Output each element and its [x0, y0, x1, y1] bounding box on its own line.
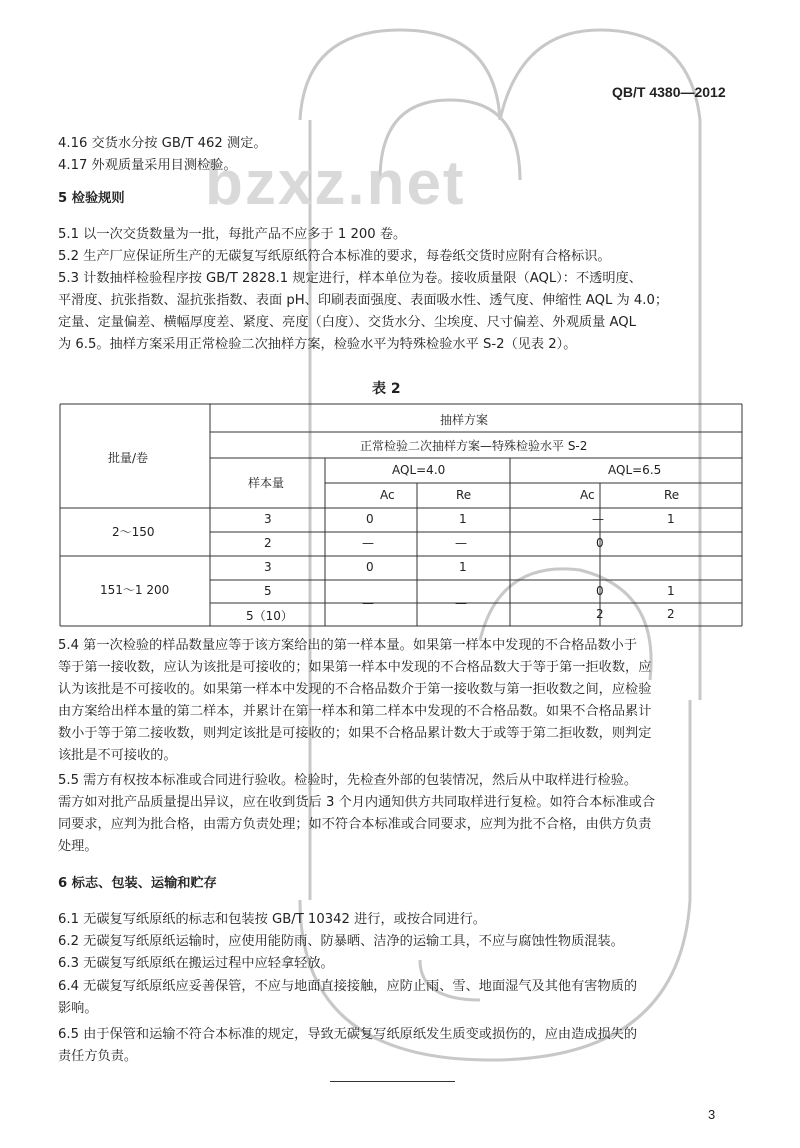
clause-6-5-line2: 责任方负责。 [58, 1049, 138, 1064]
clause-6-1: 6.1 无碳复写纸原纸的标志和包装按 GB/T 10342 进行，或按合同进行。 [58, 912, 486, 927]
table-cell: 2 [667, 607, 675, 621]
table-cell: 0 [366, 512, 374, 526]
clause-5-5-line4: 处理。 [58, 839, 98, 854]
clause-5-5-line2: 需方如对批产品质量提出异议，应在收到货后 3 个月内通知供方共同取样进行复检。如符合本标准或合 [58, 795, 656, 810]
clause-6-2: 6.2 无碳复写纸原纸运输时，应使用能防雨、防暴晒、洁净的运输工具，不应与腐蚀性物质混装。 [58, 934, 624, 949]
table-cell: — [362, 536, 374, 550]
clause-5-4-line2: 等于第一接收数，应认为该批是可接收的；如果第一样本中发现的不合格品数大于等于第一拒收数，应 [58, 660, 652, 675]
table-header-re-1: Re [456, 488, 472, 502]
table-header-re-2: Re [664, 488, 680, 502]
table-cell: — [592, 512, 604, 526]
table-cell: 1 [459, 512, 467, 526]
table-cell: 5 [264, 584, 272, 598]
clause-4-16: 4.16 交货水分按 GB/T 462 测定。 [58, 136, 267, 151]
table-cell: 3 [264, 512, 272, 526]
table-cell: 3 [264, 560, 272, 574]
clause-5-4-line4: 由方案给出样本量的第二样本，并累计在第一样本和第二样本中发现的不合格品数。如果不合格品累计 [58, 704, 652, 719]
table-header-ac-2: Ac [580, 488, 595, 502]
table-cell: 5（10） [246, 609, 293, 623]
clause-5-1: 5.1 以一次交货数量为一批，每批产品不应多于 1 200 卷。 [58, 227, 407, 242]
table-title: 表 2 [372, 381, 401, 397]
clause-5-4-line5: 数小于等于第二接收数，则判定该批是可接收的；如果不合格品累计数大于或等于第二拒收数，则判定 [58, 726, 652, 741]
footer-rule [330, 1081, 455, 1082]
table-header-scheme-sub: 正常检验二次抽样方案—特殊检验水平 S-2 [360, 439, 588, 453]
table-header-ac-1: Ac [380, 488, 395, 502]
clause-5-4-line6: 该批是不可接收的。 [58, 748, 177, 763]
table-cell: 0 [596, 536, 604, 550]
table-cell: — [455, 596, 467, 610]
table-header-aql-6-5: AQL=6.5 [608, 463, 662, 477]
clause-6-3: 6.3 无碳复写纸原纸在搬运过程中应轻拿轻放。 [58, 956, 334, 971]
table-batch-1: 2～150 [112, 525, 155, 539]
standard-code: QB/T 4380—2012 [612, 84, 726, 100]
clause-5-3-line2: 平滑度、抗张指数、湿抗张指数、表面 pH、印刷表面强度、表面吸水性、透气度、伸缩性 AQL 为 4.0； [58, 293, 669, 308]
clause-5-5-line1: 5.5 需方有权按本标准或合同进行验收。检验时，先检查外部的包装情况，然后从中取样进行检验。 [58, 773, 638, 788]
table-cell: 2 [264, 536, 272, 550]
table-cell: 2 [596, 607, 604, 621]
table-cell: — [362, 596, 374, 610]
clause-5-5-line3: 同要求，应判为批合格，由需方负责处理；如不符合本标准或合同要求，应判为批不合格，由供方负责 [58, 817, 652, 832]
clause-5-4-line1: 5.4 第一次检验的样品数量应等于该方案给出的第一样本量。如果第一样本中发现的不合格品数小于 [58, 638, 638, 653]
clause-5-3-line3: 定量、定量偏差、横幅厚度差、紧度、亮度（白度）、交货水分、尘埃度、尺寸偏差、外观质量 AQL [58, 315, 636, 330]
table-batch-2: 151～1 200 [100, 583, 170, 597]
table-cell: — [455, 536, 467, 550]
table-cell: 1 [667, 584, 675, 598]
table-cell: 0 [366, 560, 374, 574]
page-number: 3 [708, 1107, 716, 1122]
clause-4-17: 4.17 外观质量采用目测检验。 [58, 158, 237, 173]
table-header-sample-size: 样本量 [248, 476, 285, 490]
clause-6-5-line1: 6.5 由于保管和运输不符合本标准的规定，导致无碳复写纸原纸发生质变或损伤的，应由造成损失的 [58, 1027, 638, 1042]
table-cell: 0 [596, 584, 604, 598]
clause-5-2: 5.2 生产厂应保证所生产的无碳复写纸原纸符合本标准的要求，每卷纸交货时应附有合格标识。 [58, 249, 611, 264]
table-header-scheme: 抽样方案 [440, 413, 489, 427]
watermark-text: bzxz.net [205, 149, 466, 218]
table-cell: 1 [459, 560, 467, 574]
clause-6-4-line2: 影响。 [58, 1001, 98, 1016]
clause-5-3-line1: 5.3 计数抽样检验程序按 GB/T 2828.1 规定进行，样本单位为卷。接收质量限（AQL）：不透明度、 [58, 271, 642, 286]
table-cell: 1 [667, 512, 675, 526]
table-header-aql-4: AQL=4.0 [392, 463, 446, 477]
clause-5-3-line4: 为 6.5。抽样方案采用正常检验二次抽样方案，检验水平为特殊检验水平 S-2（见表 2）。 [58, 337, 577, 352]
clause-5-4-line3: 认为该批是不可接收的。如果第一样本中发现的不合格品数介于第一接收数与第一拒收数之间，应检验 [58, 682, 652, 697]
section-5-heading: 5 检验规则 [58, 191, 125, 206]
clause-6-4-line1: 6.4 无碳复写纸原纸应妥善保管，不应与地面直接接触，应防止雨、雪、地面湿气及其他有害物质的 [58, 979, 638, 994]
table-header-batch: 批量/卷 [108, 451, 149, 465]
section-6-heading: 6 标志、包装、运输和贮存 [58, 876, 217, 891]
